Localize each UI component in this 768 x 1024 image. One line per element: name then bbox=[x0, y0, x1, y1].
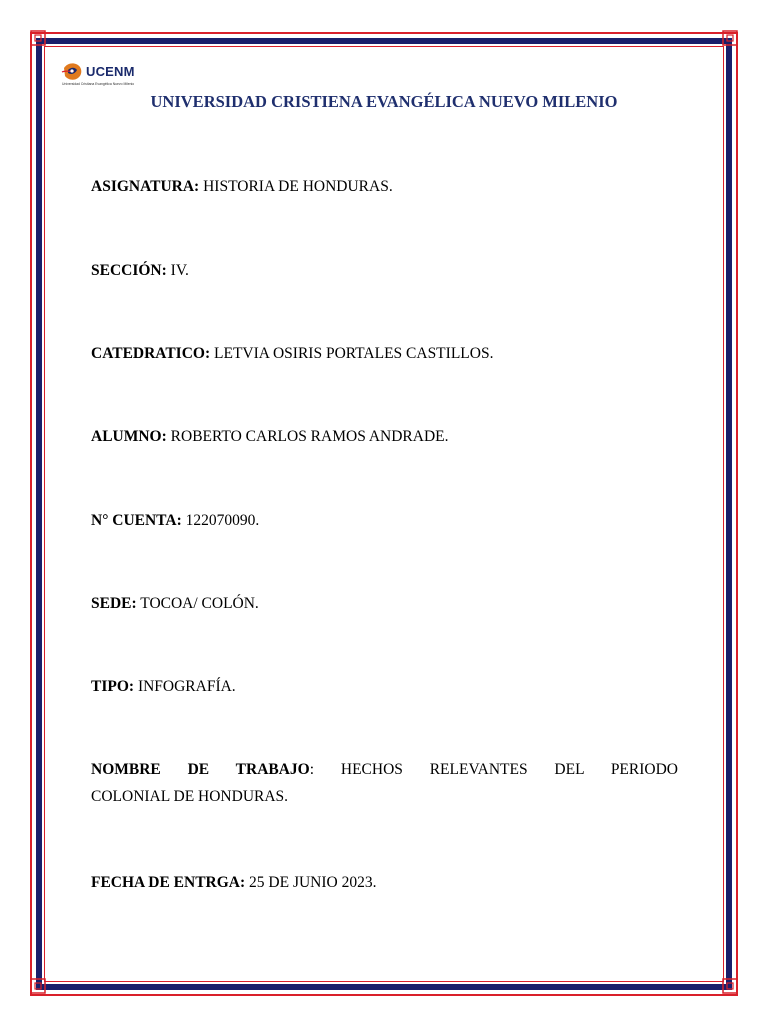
field-asignatura bbox=[91, 173, 678, 200]
field-sede bbox=[91, 590, 678, 617]
field-label: SEDE: bbox=[91, 595, 137, 612]
field-catedratico bbox=[91, 340, 678, 367]
field-label: FECHA DE ENTRGA: bbox=[91, 874, 246, 891]
field-value: IV. bbox=[166, 262, 189, 279]
field-nombre-trabajo bbox=[91, 756, 678, 810]
logo-subtitle: Universidad Cristiana Evangélica Nuevo Milenio bbox=[62, 82, 135, 86]
field-value: TOCOA/ COLÓN. bbox=[136, 595, 259, 612]
corner-ornament-bottom-left bbox=[30, 978, 46, 994]
logo-wordmark: UCENM bbox=[86, 64, 135, 79]
field-label: ALUMNO: bbox=[91, 428, 167, 445]
field-cuenta bbox=[91, 507, 678, 534]
field-value: ROBERTO CARLOS RAMOS ANDRADE. bbox=[166, 428, 449, 445]
field-separator: : bbox=[309, 761, 315, 778]
field-line-1 bbox=[91, 756, 678, 783]
field-value: LETVIA OSIRIS PORTALES CASTILLOS. bbox=[210, 345, 494, 362]
field-label: TIPO: bbox=[91, 678, 135, 695]
field-value: 122070090. bbox=[181, 512, 260, 529]
field-label: ASIGNATURA: bbox=[91, 178, 200, 195]
corner-ornament-top-left bbox=[30, 30, 46, 46]
field-seccion bbox=[91, 257, 678, 284]
field-value: HISTORIA DE HONDURAS. bbox=[199, 178, 393, 195]
field-label: CATEDRATICO: bbox=[91, 345, 211, 362]
field-value: HECHOS RELEVANTES DEL PERIODO bbox=[314, 761, 678, 778]
field-label: N° CUENTA: bbox=[91, 512, 182, 529]
field-value: 25 DE JUNIO 2023. bbox=[245, 874, 377, 891]
university-title: UNIVERSIDAD CRISTIENA EVANGÉLICA NUEVO MILENIO bbox=[150, 92, 618, 111]
field-alumno bbox=[91, 423, 678, 450]
field-value-continued: COLONIAL DE HONDURAS. bbox=[91, 788, 289, 805]
field-label: SECCIÓN: bbox=[91, 262, 167, 279]
corner-ornament-bottom-right bbox=[722, 978, 738, 994]
field-tipo bbox=[91, 673, 678, 700]
field-label: NOMBRE DE TRABAJO bbox=[91, 761, 310, 778]
corner-ornament-top-right bbox=[722, 30, 738, 46]
field-fecha bbox=[91, 869, 678, 896]
field-value: INFOGRAFÍA. bbox=[134, 678, 236, 695]
